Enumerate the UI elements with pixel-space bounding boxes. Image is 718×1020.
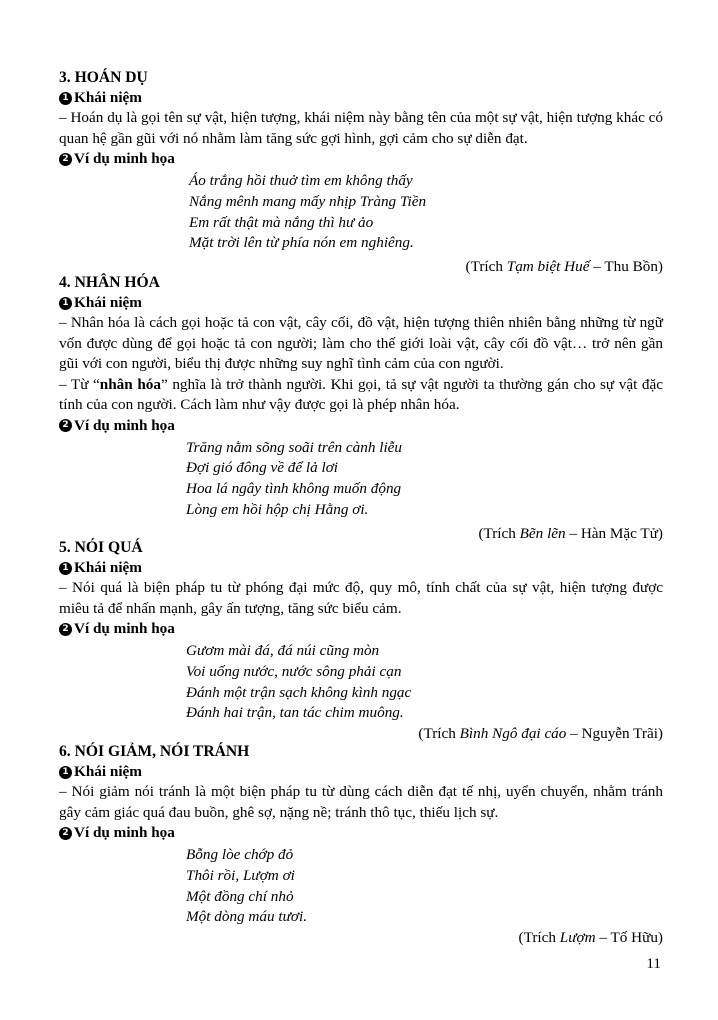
number-two-icon: 2 [59,153,72,166]
poem-line: Mặt trời lên từ phía nón em nghiêng. [189,234,414,252]
concept-paragraph: – Nói giảm nói tránh là một biện pháp tu từ dùng cách diễn đạt tế nhị, uyển chuyển, nhằm tránh gây cảm giác quá đau buồn, ghê sợ, nặng nề; tránh thô tục, thiếu lịch sự. [59,783,663,821]
concept-label: 1 Khái niệm [59,88,663,108]
number-two-icon: 2 [59,623,72,636]
poem-line: Hoa lá ngây tình không muốn động [186,480,402,498]
poem-line: Em rất thật mà nắng thì hư ảo [189,213,374,231]
number-one-icon: 1 [59,766,72,779]
number-two-icon: 2 [59,827,72,840]
example-label: 2 Ví dụ minh họa [59,416,663,436]
poem-line: Một đồng chí nhỏ [186,887,294,905]
poem-line: Voi uống nước, nước sông phải cạn [186,662,402,680]
poem-line: Bỗng lòe chớp đỏ [186,846,294,863]
concept-paragraph: – Nói quá là biện pháp tu từ phóng đại mức độ, quy mô, tính chất của sự vật, hiện tượng được miêu tả để nhấn mạnh, gây ấn tượng, tăng sức biểu cảm. [59,579,663,617]
concept-paragraph: – Nhân hóa là cách gọi hoặc tả con vật, cây cối, đồ vật, hiện tượng thiên nhiên bằng những từ ngữ vốn được dùng để gọi hoặc tả con người; làm cho thế giới loài vật, cây cối đồ vật… trở nên gần gũi với con người, biểu thị được những suy nghĩ tình cảm của con người. [59,314,663,372]
number-one-icon: 1 [59,92,72,105]
concept-label: 1 Khái niệm [59,293,663,313]
poem [59,438,663,521]
poem-line: Thôi rồi, Lượm ơi [186,866,295,884]
example-label: 2 Ví dụ minh họa [59,619,663,639]
section-heading: 3. HOÁN DỤ [59,69,148,86]
poem-line: Đánh một trận sạch không kình ngạc [186,683,412,701]
poem [59,845,663,928]
poem-line: Lòng em hồi hộp chị Hằng ơi. [186,500,369,518]
poem-line: Đánh hai trận, tan tác chim muông. [186,704,404,722]
section-nhan-hoa [59,273,663,544]
poem-line: Một dòng máu tươi. [186,908,308,926]
poem [59,171,663,254]
number-one-icon: 1 [59,562,72,575]
poem [59,641,663,724]
source-citation: (Trích Tạm biệt Huế – Thu Bồn) [465,258,663,276]
concept-label: 1 Khái niệm [59,558,663,578]
number-two-icon: 2 [59,419,72,432]
source-citation: (Trích Bình Ngô đại cáo – Nguyễn Trãi) [418,725,663,743]
section-heading: 6. NÓI GIẢM, NÓI TRÁNH [59,743,250,760]
term-paragraph: – Từ “nhân hóa” nghĩa là trở thành người. Khi gọi, tả sự vật người ta thường gán cho sự vật đặc tính của con người. Cách làm như vậy được gọi là phép nhân hóa. [59,375,663,413]
source-citation: (Trích Bẽn lẽn – Hàn Mặc Tử) [478,524,663,542]
section-noi-qua [59,538,663,744]
poem-line: Áo trắng hồi thuở tìm em không thấy [189,172,413,189]
example-label: 2 Ví dụ minh họa [59,823,663,843]
section-hoan-du [59,68,663,277]
concept-label: 1 Khái niệm [59,762,663,782]
section-heading: 4. NHÂN HÓA [59,274,160,291]
section-noi-giam-noi-tranh [59,742,663,948]
poem-line: Nắng mênh mang mấy nhịp Tràng Tiền [189,192,427,210]
poem-line: Gươm mài đá, đá núi cũng mòn [186,642,380,659]
number-one-icon: 1 [59,297,72,310]
concept-paragraph: – Hoán dụ là gọi tên sự vật, hiện tượng, khái niệm này bằng tên của một sự vật, hiện tượng khác có quan hệ gần gũi với nó nhằm làm tăng sức gợi hình, gợi cảm cho sự diễn đạt. [59,109,663,147]
page-number: 11 [646,955,661,972]
poem-line: Đợi gió đông về để lả lơi [186,459,339,477]
poem-line: Trăng nằm sõng soãi trên cành liễu [186,438,403,456]
source-citation: (Trích Lượm – Tố Hữu) [518,929,663,947]
example-label: 2 Ví dụ minh họa [59,149,663,169]
section-heading: 5. NÓI QUÁ [59,539,143,556]
